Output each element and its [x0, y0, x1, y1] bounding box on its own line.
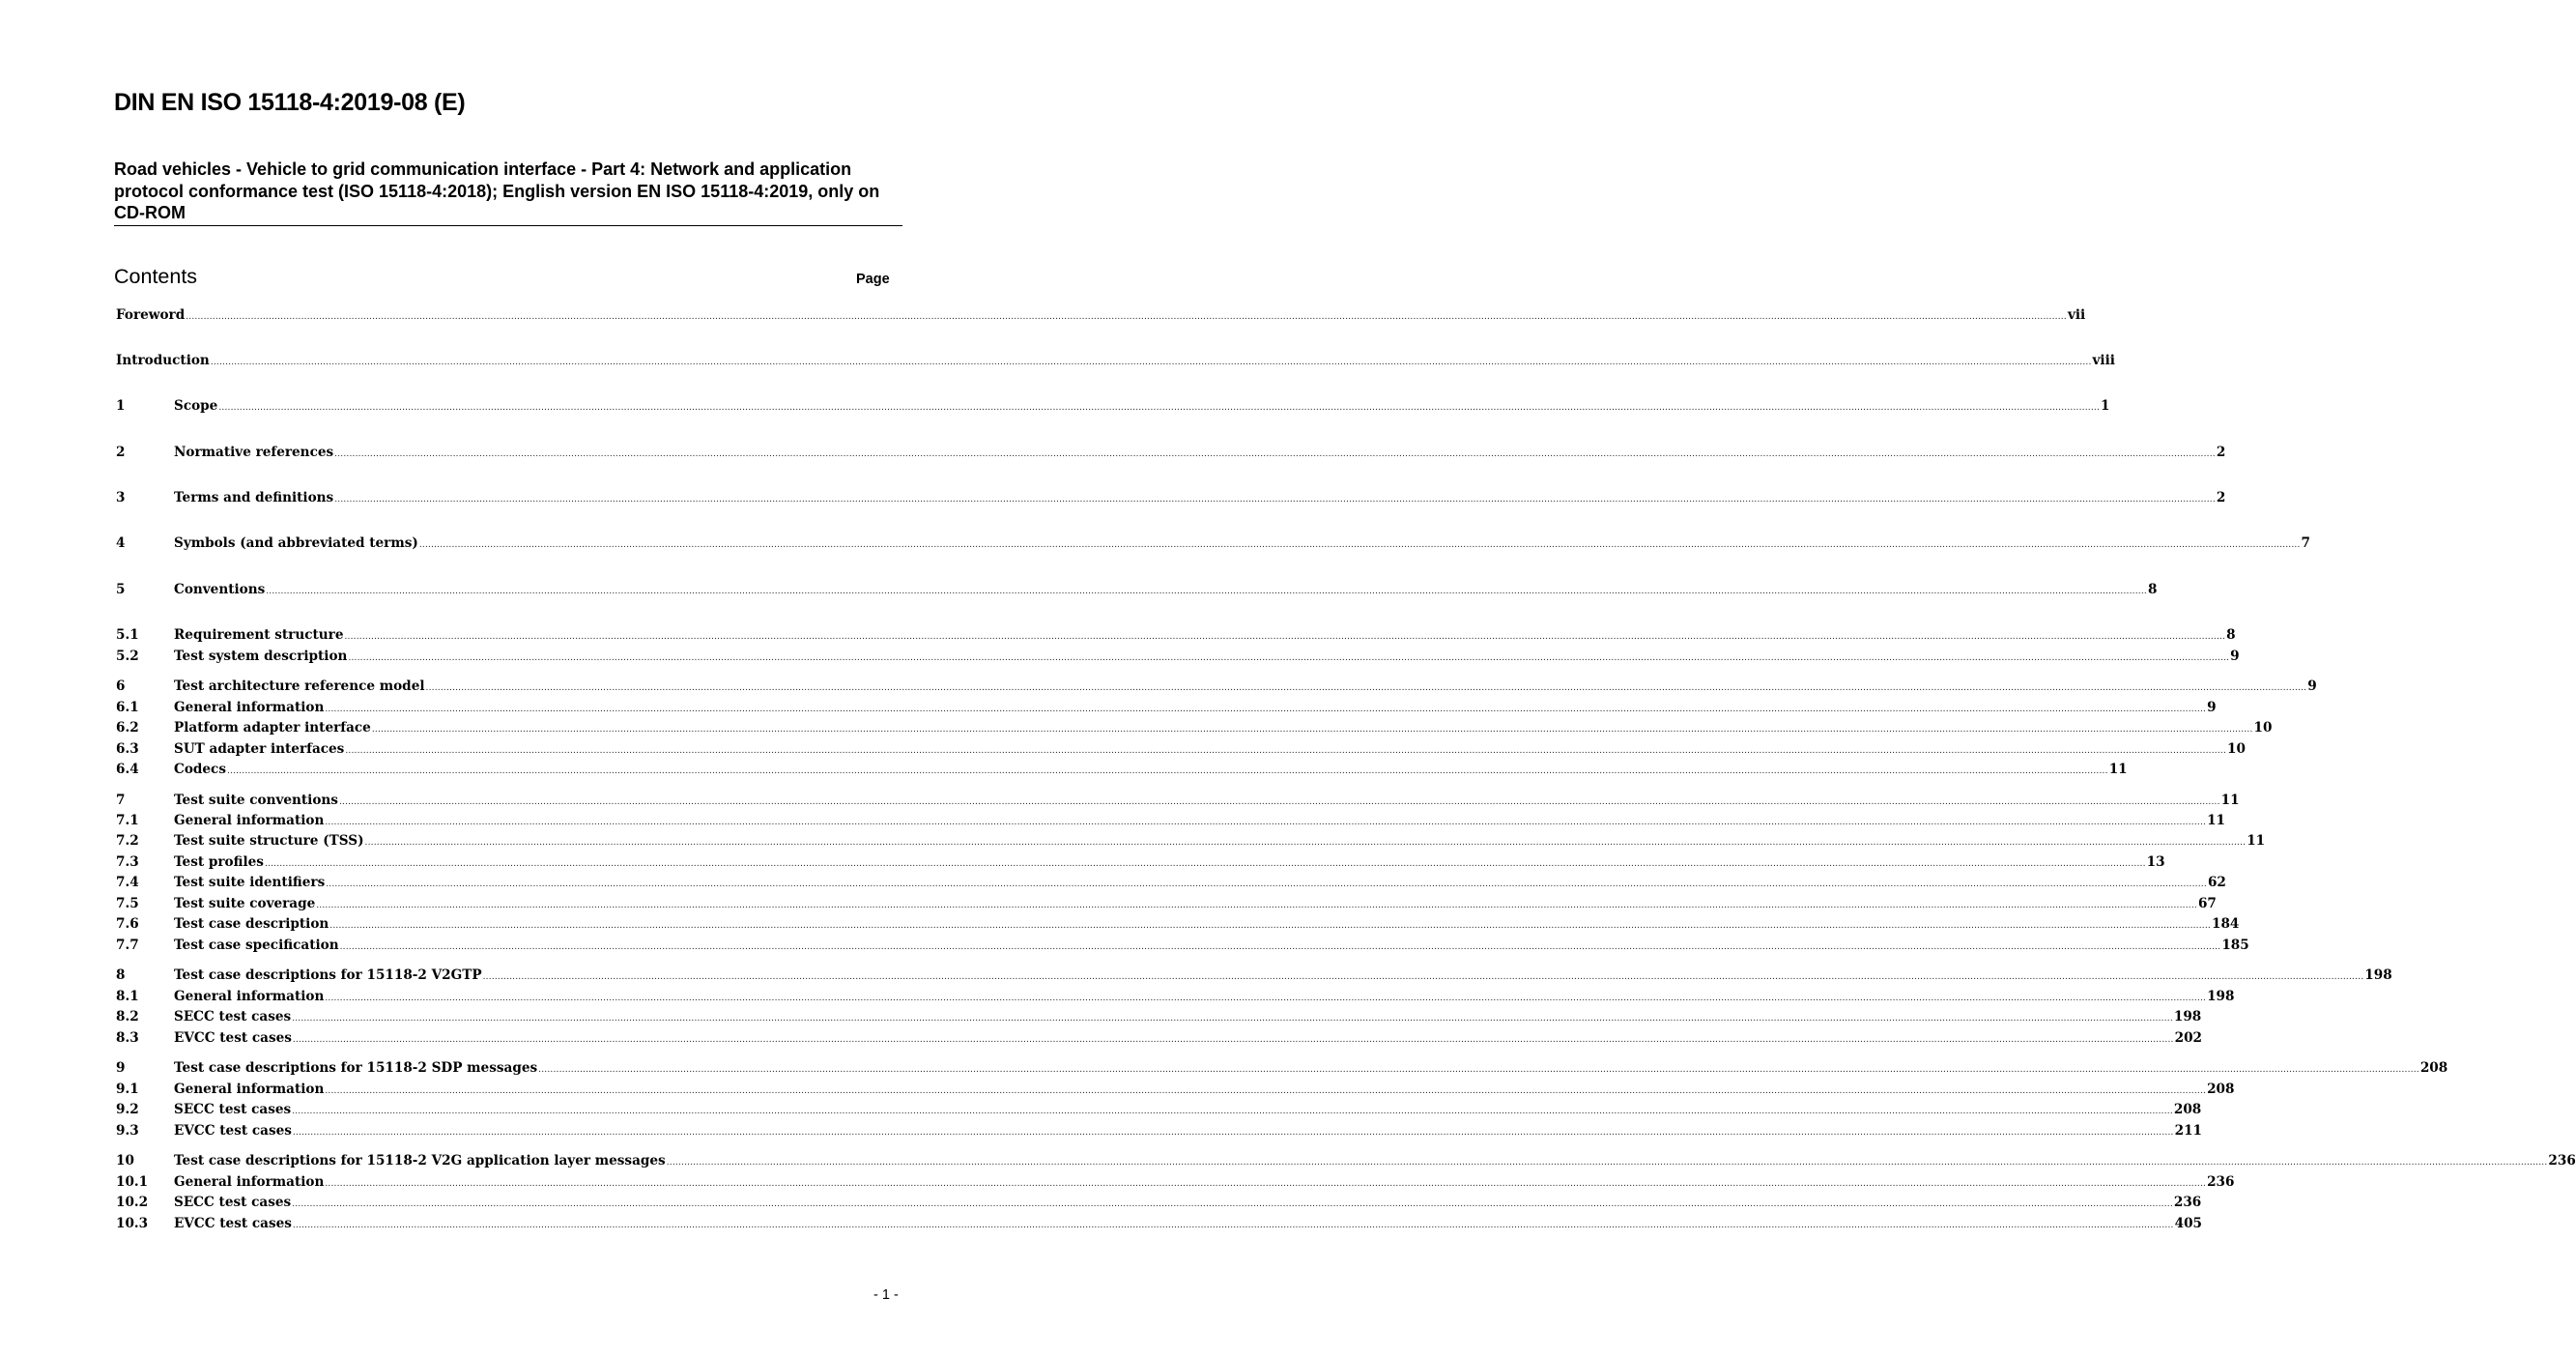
- toc-section-number: 6.4: [116, 762, 139, 777]
- toc-dot-leader: ............................................................................................................................................................................................................................................................................................................................................................................................................................................................................................................................................................................................................................................................: [344, 632, 2226, 642]
- toc-entry[interactable]: [116, 1080, 2235, 1100]
- toc-section-number: 9: [116, 1060, 126, 1076]
- toc-section-title: Test system description: [174, 649, 348, 664]
- toc-dot-leader: ............................................................................................................................................................................................................................................................................................................................................................................................................................................................................................................................................................................................................................................................: [334, 495, 2216, 505]
- toc-section-number: 2: [116, 445, 126, 460]
- toc-section-number: 6.3: [116, 741, 139, 757]
- toc-section-number: 5: [116, 582, 126, 597]
- toc-section-title: Test case specification: [174, 938, 339, 953]
- toc-section-number: 10.1: [116, 1174, 149, 1190]
- toc-dot-leader: ............................................................................................................................................................................................................................................................................................................................................................................................................................................................................................................................................................................................................................................................: [292, 1014, 2173, 1024]
- toc-page-number: 62: [2207, 875, 2226, 890]
- toc-page-number: 11: [2207, 813, 2225, 828]
- toc-dot-leader: ............................................................................................................................................................................................................................................................................................................................................................................................................................................................................................................................................................................................................................................................: [338, 797, 2220, 807]
- toc-section-title: Requirement structure: [174, 627, 344, 643]
- toc-page-number: 208: [2419, 1060, 2448, 1076]
- toc-dot-leader: ............................................................................................................................................................................................................................................................................................................................................................................................................................................................................................................................................................................................................................................................: [292, 1107, 2173, 1116]
- toc-entry[interactable]: [116, 1214, 2203, 1234]
- toc-page-number: 11: [2220, 793, 2240, 808]
- toc-page-number: 198: [2364, 967, 2392, 983]
- toc-entry[interactable]: [116, 1058, 2448, 1079]
- toc-page-number: 202: [2174, 1030, 2203, 1046]
- toc-section-number: 9.2: [116, 1102, 139, 1117]
- toc-section-title: Test case descriptions for 15118-2 SDP messages: [174, 1060, 538, 1076]
- toc-entry[interactable]: [116, 1007, 2202, 1027]
- toc-page-number: 13: [2146, 854, 2165, 870]
- toc-entry[interactable]: [116, 1193, 2202, 1213]
- toc-section-title: Test suite coverage: [174, 896, 316, 911]
- toc-page-number: 211: [2174, 1123, 2203, 1139]
- toc-dot-leader: ............................................................................................................................................................................................................................................................................................................................................................................................................................................................................................................................................................................................................................................................: [348, 653, 2230, 663]
- toc-entry[interactable]: [116, 987, 2235, 1007]
- toc-section-number: 6.2: [116, 720, 139, 736]
- toc-dot-leader: ............................................................................................................................................................................................................................................................................................................................................................................................................................................................................................................................................................................................................................................................: [325, 705, 2207, 714]
- toc-entry[interactable]: [116, 791, 2240, 811]
- page-number: - 1 -: [873, 1287, 899, 1303]
- toc-section-title: General information: [174, 700, 325, 715]
- toc-section-title: Test case description: [174, 916, 329, 932]
- toc-section-title: EVCC test cases: [174, 1030, 292, 1046]
- toc-page-number: 198: [2207, 989, 2235, 1004]
- toc-section-number: 6.1: [116, 700, 139, 715]
- toc-entry[interactable]: [116, 625, 2236, 646]
- toc-section-title: Foreword: [116, 307, 186, 323]
- toc-entry[interactable]: [116, 396, 2110, 417]
- toc-entry[interactable]: [116, 1151, 2576, 1171]
- toc-dot-leader: ............................................................................................................................................................................................................................................................................................................................................................................................................................................................................................................................................................................................................................................................: [666, 1158, 2548, 1168]
- toc-entry[interactable]: [116, 351, 2115, 371]
- toc-dot-leader: ............................................................................................................................................................................................................................................................................................................................................................................................................................................................................................................................................................................................................................................................: [339, 942, 2221, 952]
- toc-section-title: SECC test cases: [174, 1009, 292, 1024]
- toc-page-number: 198: [2173, 1009, 2202, 1024]
- toc-section-title: EVCC test cases: [174, 1216, 292, 1231]
- toc-entry[interactable]: [116, 760, 2128, 780]
- toc-section-title: Conventions: [174, 582, 266, 597]
- toc-dot-leader: ............................................................................................................................................................................................................................................................................................................................................................................................................................................................................................................................................................................................................................................................: [292, 1035, 2174, 1045]
- toc-entry[interactable]: [116, 1121, 2203, 1141]
- toc-section-number: 7.2: [116, 833, 139, 849]
- toc-section-title: Test suite structure (TSS): [174, 833, 364, 849]
- toc-dot-leader: ............................................................................................................................................................................................................................................................................................................................................................................................................................................................................................................................................................................................................................................................: [325, 818, 2207, 827]
- toc-entry[interactable]: [116, 966, 2392, 986]
- toc-section-title: Platform adapter interface: [174, 720, 371, 736]
- toc-section-number: 9.1: [116, 1082, 139, 1097]
- toc-dot-leader: ............................................................................................................................................................................................................................................................................................................................................................................................................................................................................................................................................................................................................................................................: [325, 1086, 2207, 1096]
- toc-section-number: 5.1: [116, 627, 139, 643]
- toc-dot-leader: ............................................................................................................................................................................................................................................................................................................................................................................................................................................................................................................................................................................................................................................................: [329, 921, 2211, 931]
- toc-section-title: Introduction: [116, 353, 210, 368]
- toc-dot-leader: ............................................................................................................................................................................................................................................................................................................................................................................................................................................................................................................................................................................................................................................................: [186, 312, 2067, 322]
- toc-entry[interactable]: [116, 1100, 2202, 1120]
- toc-section-number: 7.4: [116, 875, 139, 890]
- toc-dot-leader: ............................................................................................................................................................................................................................................................................................................................................................................................................................................................................................................................................................................................................................................................: [425, 683, 2307, 693]
- toc-dot-leader: ............................................................................................................................................................................................................................................................................................................................................................................................................................................................................................................................................................................................................................................................: [292, 1199, 2173, 1209]
- toc-section-title: Test case descriptions for 15118-2 V2GTP: [174, 967, 482, 983]
- toc-section-title: Test suite conventions: [174, 793, 338, 808]
- toc-entry[interactable]: [116, 647, 2240, 667]
- toc-dot-leader: ............................................................................................................................................................................................................................................................................................................................................................................................................................................................................................................................................................................................................................................................: [371, 725, 2253, 735]
- toc-dot-leader: ............................................................................................................................................................................................................................................................................................................................................................................................................................................................................................................................................................................................................................................................: [418, 540, 2301, 550]
- toc-section-number: 8.2: [116, 1009, 139, 1024]
- toc-page-number: 8: [2147, 582, 2158, 597]
- toc-page-number: 9: [2307, 678, 2317, 694]
- toc-dot-leader: ............................................................................................................................................................................................................................................................................................................................................................................................................................................................................................................................................................................................................................................................: [538, 1065, 2419, 1075]
- toc-section-title: SECC test cases: [174, 1102, 292, 1117]
- toc-section-number: 7.3: [116, 854, 139, 870]
- toc-page-number: 9: [2230, 649, 2240, 664]
- toc-entry[interactable]: [116, 488, 2226, 508]
- toc-entry[interactable]: [116, 305, 2086, 326]
- toc-section-title: General information: [174, 813, 325, 828]
- toc-entry[interactable]: [116, 831, 2266, 851]
- toc-section-number: 3: [116, 490, 126, 505]
- toc-section-number: 10.3: [116, 1216, 149, 1231]
- toc-section-number: 7.5: [116, 896, 139, 911]
- toc-dot-leader: ............................................................................................................................................................................................................................................................................................................................................................................................................................................................................................................................................................................................................................................................: [345, 746, 2227, 756]
- document-title: Road vehicles - Vehicle to grid communication interface - Part 4: Network and application protocol conformance test (ISO 15118-4:2018); English version EN ISO 15118-4:2019, only on CD-ROM: [114, 159, 880, 222]
- toc-section-title: Test case descriptions for 15118-2 V2G application layer messages: [174, 1153, 666, 1168]
- toc-entry[interactable]: [116, 852, 2165, 873]
- toc-dot-leader: ............................................................................................................................................................................................................................................................................................................................................................................................................................................................................................................................................................................................................................................................: [334, 449, 2216, 459]
- toc-section-number: 9.3: [116, 1123, 139, 1139]
- toc-entry[interactable]: [116, 718, 2273, 738]
- toc-page-number: 236: [2548, 1153, 2576, 1168]
- toc-dot-leader: ............................................................................................................................................................................................................................................................................................................................................................................................................................................................................................................................................................................................................................................................: [292, 1128, 2174, 1138]
- toc-entry[interactable]: [116, 811, 2225, 831]
- toc-entry[interactable]: [116, 1172, 2235, 1193]
- toc-section-number: 5.2: [116, 649, 139, 664]
- toc-page-number: viii: [2092, 353, 2115, 368]
- toc-section-number: 8.1: [116, 989, 139, 1004]
- toc-section-title: Test profiles: [174, 854, 264, 870]
- toc-section-number: 6: [116, 678, 126, 694]
- toc-dot-leader: ............................................................................................................................................................................................................................................................................................................................................................................................................................................................................................................................................................................................................................................................: [218, 403, 2101, 413]
- toc-section-title: Symbols (and abbreviated terms): [174, 535, 418, 551]
- toc-page-number: vii: [2067, 307, 2086, 323]
- toc-dot-leader: ............................................................................................................................................................................................................................................................................................................................................................................................................................................................................................................................................................................................................................................................: [364, 838, 2247, 848]
- toc-page-number: 10: [2253, 720, 2273, 736]
- toc-dot-leader: ............................................................................................................................................................................................................................................................................................................................................................................................................................................................................................................................................................................................................................................................: [326, 880, 2207, 889]
- toc-page-number: 236: [2207, 1174, 2235, 1190]
- toc-section-number: 4: [116, 535, 126, 551]
- toc-page-number: 8: [2226, 627, 2236, 643]
- toc-section-number: 1: [116, 398, 126, 414]
- toc-page-number: 184: [2212, 916, 2240, 932]
- toc-dot-leader: ............................................................................................................................................................................................................................................................................................................................................................................................................................................................................................................................................................................................................................................................: [292, 1221, 2174, 1230]
- toc-section-title: General information: [174, 989, 325, 1004]
- toc-dot-leader: ............................................................................................................................................................................................................................................................................................................................................................................................................................................................................................................................................................................................................................................................: [325, 1179, 2207, 1189]
- toc-entry[interactable]: [116, 894, 2217, 914]
- toc-dot-leader: ............................................................................................................................................................................................................................................................................................................................................................................................................................................................................................................................................................................................................................................................: [325, 994, 2207, 1003]
- toc-page-number: 1: [2101, 398, 2110, 414]
- toc-page-number: 208: [2207, 1082, 2235, 1097]
- contents-heading: Contents: [114, 265, 198, 288]
- toc-entry[interactable]: [116, 698, 2217, 718]
- toc-section-title: Codecs: [174, 762, 226, 777]
- toc-page-number: 67: [2197, 896, 2217, 911]
- title-rule: [114, 225, 902, 226]
- toc-section-number: 8.3: [116, 1030, 139, 1046]
- toc-page-number: 10: [2227, 741, 2246, 757]
- toc-page-number: 11: [2247, 833, 2266, 849]
- toc-dot-leader: ............................................................................................................................................................................................................................................................................................................................................................................................................................................................................................................................................................................................................................................................: [264, 859, 2146, 869]
- toc-page-number: 236: [2173, 1195, 2202, 1210]
- toc-section-title: EVCC test cases: [174, 1123, 292, 1139]
- toc-page-number: 2: [2216, 490, 2226, 505]
- toc-section-number: 8: [116, 967, 126, 983]
- toc-dot-leader: ............................................................................................................................................................................................................................................................................................................................................................................................................................................................................................................................................................................................................................................................: [226, 766, 2108, 776]
- toc-page-number: 405: [2174, 1216, 2203, 1231]
- toc-page-number: 2: [2216, 445, 2226, 460]
- toc-section-title: Test suite identifiers: [174, 875, 326, 890]
- page-column-heading: Page: [856, 272, 890, 287]
- toc-page-number: 185: [2221, 938, 2249, 953]
- toc-entry[interactable]: [116, 443, 2226, 463]
- toc-entry[interactable]: [116, 677, 2317, 697]
- toc-section-title: Test architecture reference model: [174, 678, 425, 694]
- toc-entry[interactable]: [116, 1028, 2203, 1049]
- toc-section-title: Scope: [174, 398, 218, 414]
- toc-section-number: 10.2: [116, 1195, 149, 1210]
- document-id: DIN EN ISO 15118-4:2019-08 (E): [114, 89, 466, 116]
- toc-dot-leader: ............................................................................................................................................................................................................................................................................................................................................................................................................................................................................................................................................................................................................................................................: [482, 972, 2364, 982]
- toc-section-title: SUT adapter interfaces: [174, 741, 345, 757]
- toc-dot-leader: ............................................................................................................................................................................................................................................................................................................................................................................................................................................................................................................................................................................................................................................................: [266, 587, 2147, 596]
- toc-section-number: 7.7: [116, 938, 139, 953]
- toc-section-number: 10: [116, 1153, 134, 1168]
- toc-section-number: 7.6: [116, 916, 139, 932]
- toc-page-number: 9: [2207, 700, 2217, 715]
- toc-section-number: 7.1: [116, 813, 139, 828]
- toc-entry[interactable]: [116, 534, 2310, 554]
- toc-entry[interactable]: [116, 873, 2226, 893]
- toc-dot-leader: ............................................................................................................................................................................................................................................................................................................................................................................................................................................................................................................................................................................................................................................................: [210, 358, 2092, 367]
- toc-page-number: 11: [2108, 762, 2128, 777]
- toc-section-title: General information: [174, 1082, 325, 1097]
- toc-dot-leader: ............................................................................................................................................................................................................................................................................................................................................................................................................................................................................................................................................................................................................................................................: [316, 901, 2197, 910]
- toc-section-title: General information: [174, 1174, 325, 1190]
- toc-page-number: 208: [2173, 1102, 2202, 1117]
- toc-entry[interactable]: [116, 580, 2158, 600]
- toc-page-number: 7: [2301, 535, 2310, 551]
- toc-entry[interactable]: [116, 936, 2249, 956]
- toc-entry[interactable]: [116, 739, 2246, 760]
- toc-section-title: Normative references: [174, 445, 334, 460]
- toc-section-title: Terms and definitions: [174, 490, 334, 505]
- toc-entry[interactable]: [116, 914, 2240, 935]
- toc-section-number: 7: [116, 793, 126, 808]
- toc-section-title: SECC test cases: [174, 1195, 292, 1210]
